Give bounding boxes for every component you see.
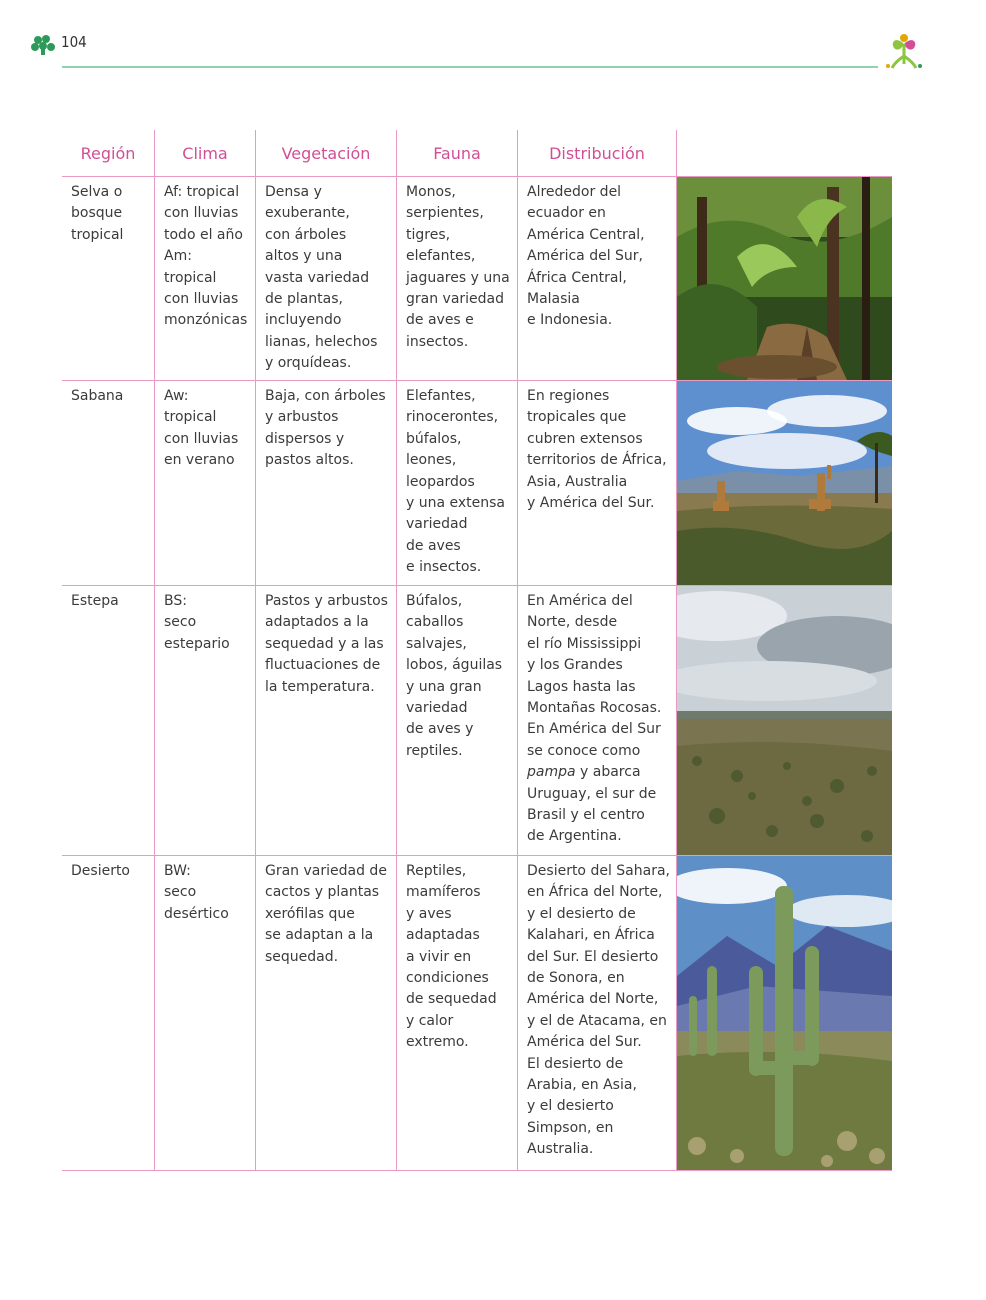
cell-line: elefantes, — [406, 248, 476, 265]
cell-line: caballos — [406, 614, 464, 631]
cell-line: sequedad y a las — [265, 635, 384, 652]
cell-line: América del Norte, — [527, 991, 659, 1008]
cell-line: tropical — [71, 226, 124, 243]
cell-line: dispersos y — [265, 430, 345, 447]
cell-line: desértico — [164, 905, 229, 922]
cell-vegetacion — [265, 861, 387, 968]
publisher-logo-icon — [30, 32, 56, 56]
cell-line: reptiles. — [406, 742, 463, 759]
cell-line: todo el año — [164, 226, 243, 243]
cell-line: África Central, — [527, 269, 627, 286]
cell-line: condiciones — [406, 970, 489, 987]
cell-vegetacion — [265, 182, 377, 375]
column-header-distribucion: Distribución — [549, 143, 645, 163]
tropical-forest-photo — [677, 177, 892, 380]
cell-line: Desierto — [71, 863, 131, 879]
cell-line: pampa y abarca — [527, 764, 641, 781]
cell-line: y calor — [406, 1012, 454, 1029]
cell-fauna — [406, 591, 502, 762]
table-rule — [154, 130, 155, 1171]
cell-line: Pastos y arbustos — [265, 593, 388, 609]
cell-line: lianas, helechos — [265, 333, 378, 350]
cell-line: Uruguay, el sur de — [527, 785, 657, 802]
cell-line: y una extensa — [406, 495, 506, 512]
cell-line: a vivir en — [406, 948, 472, 965]
cell-line: del Sur. El desierto — [527, 948, 659, 965]
cell-line: la temperatura. — [265, 678, 375, 695]
cell-line: Australia. — [527, 1141, 594, 1158]
cell-distribucion — [527, 182, 645, 332]
table-rule — [62, 1170, 892, 1171]
cell-line: y el de Atacama, en — [527, 1012, 667, 1029]
cell-line: variedad — [406, 700, 468, 717]
cell-line: Alrededor del — [527, 184, 622, 200]
cell-line: monzónicas — [164, 312, 248, 329]
cell-line: salvajes, — [406, 635, 467, 652]
page-number: 104 — [61, 33, 87, 51]
cell-line: insectos. — [406, 333, 469, 350]
cell-line: variedad — [406, 516, 468, 533]
cell-line: de sequedad — [406, 991, 497, 1008]
cell-clima — [164, 182, 247, 332]
cell-line: de aves e — [406, 312, 474, 329]
cell-line: Baja, con árboles — [265, 388, 386, 404]
cell-line: tigres, — [406, 226, 451, 243]
column-header-region: Región — [80, 143, 136, 163]
cell-line: el río Mississippi — [527, 635, 642, 652]
column-header-clima: Clima — [182, 143, 228, 163]
cell-line: ecuador en — [527, 205, 606, 222]
cell-line: altos y una — [265, 248, 343, 265]
cell-line: con lluvias — [164, 205, 239, 222]
cell-line: leones, — [406, 452, 457, 469]
savanna-giraffes-photo — [677, 381, 892, 585]
cell-line: Montañas Rocosas. — [527, 700, 662, 717]
cell-line: sequedad. — [265, 948, 339, 965]
cell-vegetacion — [265, 386, 386, 472]
cell-line: BS: — [164, 593, 187, 609]
cell-line: en África del Norte, — [527, 884, 663, 901]
cell-line: Búfalos, — [406, 593, 463, 609]
cell-line: jaguares y una — [406, 269, 510, 286]
cell-region — [71, 386, 123, 407]
cell-line: pastos altos. — [265, 452, 354, 469]
cell-line: Malasia — [527, 291, 580, 308]
table-rule — [255, 130, 256, 1171]
cell-line: bosque — [71, 205, 123, 222]
cell-line: En América del — [527, 593, 633, 609]
cell-line: tropical — [164, 409, 217, 426]
cell-line: Simpson, en — [527, 1119, 614, 1136]
cell-line: adaptados a la — [265, 614, 369, 631]
cell-line: seco — [164, 614, 197, 631]
cell-region — [71, 591, 119, 612]
cell-line: Gran variedad de — [265, 863, 387, 879]
cell-line: seco — [164, 884, 197, 901]
cell-fauna — [406, 182, 510, 353]
cell-line: Desierto del Sahara, — [527, 863, 670, 879]
cell-line: Sabana — [71, 388, 124, 404]
column-header-vegetacion: Vegetación — [281, 143, 371, 163]
cell-line: de Argentina. — [527, 828, 622, 845]
cell-line: América Central, — [527, 226, 645, 243]
cell-line: y aves — [406, 905, 452, 922]
cell-vegetacion — [265, 591, 388, 698]
cell-clima — [164, 591, 230, 655]
column-header-fauna: Fauna — [433, 143, 481, 163]
cell-line: tropical — [164, 269, 217, 286]
cell-line: cactos y plantas — [265, 884, 380, 901]
cell-line: Densa y — [265, 184, 322, 200]
cell-line: En América del Sur — [527, 721, 661, 738]
cell-line: Monos, — [406, 184, 456, 200]
cell-line: y arbustos — [265, 409, 339, 426]
table-rule — [396, 130, 397, 1171]
cell-line: leopardos — [406, 473, 475, 490]
cell-line: vasta variedad — [265, 269, 370, 286]
cell-line: y el desierto — [527, 1098, 614, 1115]
cell-line: En regiones — [527, 388, 610, 404]
cell-distribucion — [527, 591, 661, 848]
cell-line: Af: tropical — [164, 184, 240, 200]
cell-line: con lluvias — [164, 291, 239, 308]
cell-line: y el desierto de — [527, 905, 636, 922]
cell-line: tropicales que — [527, 409, 627, 426]
cell-line: Arabia, en Asia, — [527, 1077, 637, 1094]
cell-line: de aves — [406, 537, 461, 554]
cell-line: se adaptan a la — [265, 927, 374, 944]
cell-line: fluctuaciones de — [265, 657, 381, 674]
cell-line: xerófilas que — [265, 905, 355, 922]
cell-line: de Sonora, en — [527, 970, 625, 987]
cell-distribucion — [527, 861, 670, 1161]
cell-line: y una gran — [406, 678, 482, 695]
cell-line: lobos, águilas — [406, 657, 503, 674]
cell-line: exuberante, — [265, 205, 350, 222]
cell-line: Reptiles, — [406, 863, 467, 879]
cell-line: Lagos hasta las — [527, 678, 636, 695]
cell-line: rinocerontes, — [406, 409, 499, 426]
cell-line: e Indonesia. — [527, 312, 613, 329]
cell-line: adaptadas — [406, 927, 480, 944]
cell-fauna — [406, 861, 497, 1054]
cell-line: en verano — [164, 452, 235, 469]
table-rule — [517, 130, 518, 1171]
cell-line: Aw: — [164, 388, 189, 404]
cell-line: y orquídeas. — [265, 355, 352, 372]
cell-line: El desierto de — [527, 1055, 624, 1072]
cell-clima — [164, 861, 229, 925]
cell-line: Estepa — [71, 593, 119, 609]
cell-line: América del Sur. — [527, 1034, 642, 1051]
cell-line: con árboles — [265, 226, 347, 243]
cell-line: de plantas, — [265, 291, 343, 308]
cell-line: Asia, Australia — [527, 473, 628, 490]
cell-line: incluyendo — [265, 312, 342, 329]
cell-region — [71, 861, 130, 882]
cell-line: con lluvias — [164, 430, 239, 447]
cell-fauna — [406, 386, 505, 579]
cell-line: cubren extensos — [527, 430, 643, 447]
cell-line: serpientes, — [406, 205, 484, 222]
cell-line: estepario — [164, 635, 230, 652]
cell-line: mamíferos — [406, 884, 481, 901]
cell-line: búfalos, — [406, 430, 462, 447]
cell-line: Elefantes, — [406, 388, 476, 404]
cell-line: territorios de África, — [527, 452, 667, 469]
cell-line: Brasil y el centro — [527, 807, 645, 824]
cell-line: gran variedad — [406, 291, 505, 308]
cell-line: Norte, desde — [527, 614, 618, 631]
cell-line: se conoce como — [527, 742, 641, 759]
cell-region — [71, 182, 123, 246]
cell-line: Kalahari, en África — [527, 927, 655, 944]
cell-line: BW: — [164, 863, 191, 879]
emblem-icon — [884, 30, 924, 72]
header-divider — [62, 66, 878, 68]
desert-cactus-photo — [677, 856, 892, 1170]
cell-distribucion — [527, 386, 667, 514]
cell-line: y América del Sur. — [527, 495, 655, 512]
steppe-grassland-photo — [677, 586, 892, 855]
cell-line: América del Sur, — [527, 248, 644, 265]
cell-line: e insectos. — [406, 559, 482, 576]
cell-line: y los Grandes — [527, 657, 623, 674]
cell-line: Selva o — [71, 184, 123, 200]
cell-clima — [164, 386, 238, 472]
cell-line: Am: — [164, 248, 192, 265]
cell-line: extremo. — [406, 1034, 469, 1051]
cell-line: de aves y — [406, 721, 474, 738]
